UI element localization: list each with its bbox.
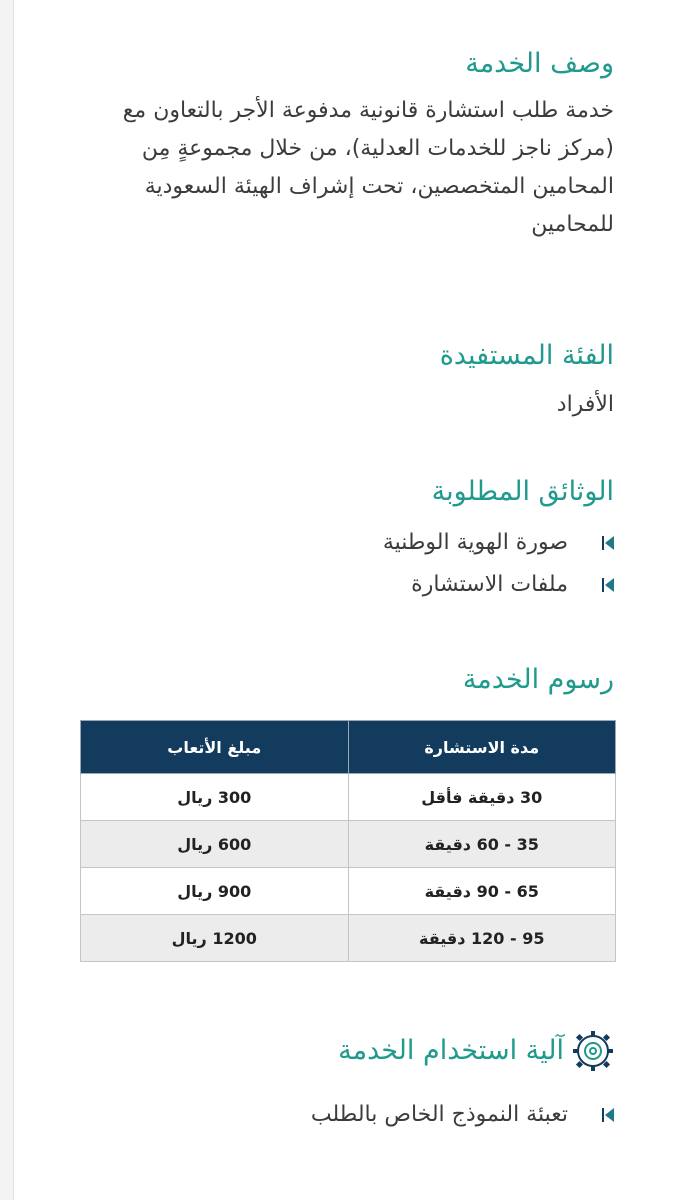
amount-cell: 1200 ريال <box>81 915 349 962</box>
documents-list <box>74 522 614 606</box>
bullet-arrow-icon <box>605 536 614 550</box>
list-item <box>74 522 614 564</box>
gear-icon <box>572 1030 614 1072</box>
table-row <box>81 821 616 868</box>
bullet-arrow-icon <box>605 578 614 592</box>
duration-cell: 30 دقيقة فأقل <box>348 774 616 821</box>
usage-list <box>74 1094 614 1136</box>
amount-column-header: مبلغ الأتعاب <box>81 721 349 774</box>
list-item <box>74 564 614 606</box>
fees-heading: رسوم الخدمة <box>462 664 614 695</box>
usage-section <box>74 1030 614 1136</box>
description-heading: وصف الخدمة <box>465 48 614 79</box>
usage-heading: آلية استخدام الخدمة <box>338 1034 564 1066</box>
bullet-arrow-icon <box>605 1108 614 1122</box>
usage-step-label: تعبئة النموذج الخاص بالطلب <box>310 1102 568 1127</box>
duration-cell: 95 - 120 دقيقة <box>348 915 616 962</box>
documents-section <box>74 476 614 606</box>
amount-cell: 600 ريال <box>81 821 349 868</box>
table-row <box>81 774 616 821</box>
duration-column-header: مدة الاستشارة <box>348 721 616 774</box>
table-row <box>81 868 616 915</box>
amount-cell: 300 ريال <box>81 774 349 821</box>
duration-cell: 35 - 60 دقيقة <box>348 821 616 868</box>
fees-table <box>80 720 616 962</box>
fees-section <box>74 664 614 696</box>
table-header-row <box>81 721 616 774</box>
description-text: خدمة طلب استشارة قانونية مدفوعة الأجر بالتعاون مع (مركز ناجز للخدمات العدلية)، من خلال مجموعةٍ مِن المحامين المتخصصين، تحت إشراف الهيئة السعودية للمحامين <box>122 98 614 238</box>
beneficiaries-section <box>74 340 614 424</box>
documents-heading: الوثائق المطلوبة <box>431 476 614 507</box>
document-label: ملفات الاستشارة <box>411 572 568 598</box>
table-row <box>81 915 616 962</box>
document-label: صورة الهوية الوطنية <box>382 530 568 556</box>
duration-cell: 65 - 90 دقيقة <box>348 868 616 915</box>
beneficiaries-text: الأفراد <box>556 392 614 418</box>
description-section <box>74 48 614 244</box>
beneficiaries-heading: الفئة المستفيدة <box>439 340 614 371</box>
amount-cell: 900 ريال <box>81 868 349 915</box>
usage-heading-row <box>74 1030 614 1072</box>
list-item <box>74 1094 614 1136</box>
left-edge-strip <box>0 0 14 1200</box>
